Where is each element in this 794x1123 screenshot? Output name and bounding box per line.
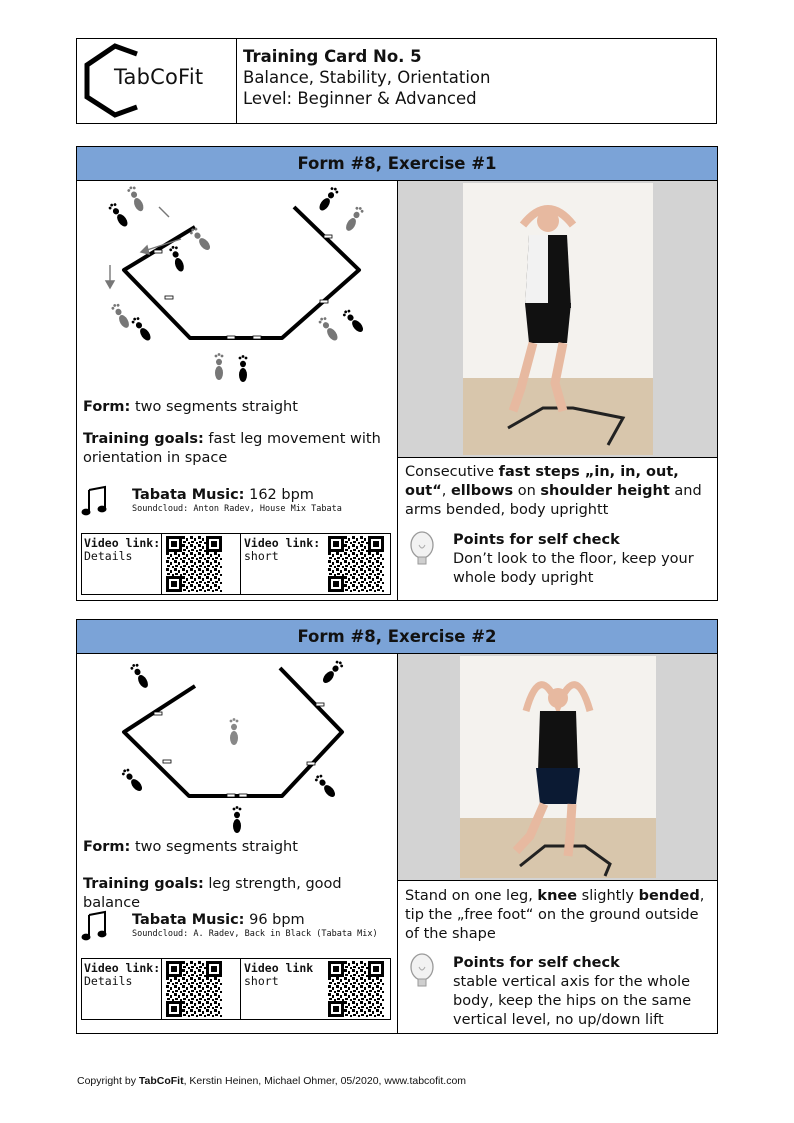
card-title: Training Card No. 5 (243, 47, 422, 66)
exercise-title: Form #8, Exercise #2 (77, 620, 717, 654)
music-note-icon (81, 910, 109, 942)
music-source: Soundcloud: Anton Radev, House Mix Tabata (132, 504, 342, 514)
video-link-details[interactable]: Video link: Details (84, 961, 161, 988)
exercise-card-1 (76, 146, 718, 601)
qr-code-short[interactable] (328, 536, 384, 592)
form-diagram (77, 181, 396, 396)
music-info: Tabata Music: 96 bpm (132, 912, 305, 928)
form-diagram (77, 654, 396, 839)
copyright-footer: Copyright by TabCoFit, Kerstin Heinen, Michael Ohmer, 05/2020, www.tabcofit.com (77, 1075, 467, 1087)
music-note-icon (81, 485, 109, 517)
qr-code-details[interactable] (166, 961, 222, 1017)
music-info: Tabata Music: 162 bpm (132, 487, 314, 503)
self-check: Points for self check Don’t look to the floor, keep your whole body upright (453, 532, 694, 586)
athlete-figure (460, 656, 656, 878)
lightbulb-icon (408, 953, 438, 989)
exercise-card-2 (76, 619, 718, 1034)
self-check: Points for self check stable vertical axis for the whole body, keep the hips on the same vertical level, no up/down lift (453, 955, 692, 1028)
qr-code-short[interactable] (328, 961, 384, 1017)
logo (77, 39, 237, 123)
exercise-photo (463, 183, 653, 455)
training-goals: Training goals: leg strength, good balance (83, 876, 342, 911)
exercise-title: Form #8, Exercise #1 (77, 147, 717, 181)
form-text: Form: two segments straight (83, 839, 298, 855)
form-text: Form: two segments straight (83, 399, 298, 415)
exercise-description: Consecutive fast steps „in, in, out, out“, ellbows on shoulder height and arms bended, body uprightt (405, 464, 702, 518)
video-link-details[interactable]: Video link: Details (84, 536, 161, 563)
video-link-short[interactable]: Video link: short (244, 536, 321, 563)
exercise-photo (460, 656, 656, 878)
training-goals: Training goals: fast leg movement with orientation in space (83, 431, 381, 466)
lightbulb-icon (408, 531, 438, 567)
exercise-description: Stand on one leg, knee slightly bended, tip the „free foot“ on the ground outside of the shape (405, 888, 705, 942)
qr-code-details[interactable] (166, 536, 222, 592)
video-links (81, 533, 391, 595)
video-link-short[interactable]: Video link short (244, 961, 314, 988)
header-text (243, 46, 490, 109)
logo-text: TabCoFit (114, 65, 204, 89)
card-level: Level: Beginner & Advanced (243, 89, 477, 108)
card-header (76, 38, 717, 124)
athlete-figure (463, 183, 653, 455)
card-subtitle: Balance, Stability, Orientation (243, 68, 491, 87)
music-source: Soundcloud: A. Radev, Back in Black (Tabata Mix) (132, 929, 378, 939)
video-links (81, 958, 391, 1020)
